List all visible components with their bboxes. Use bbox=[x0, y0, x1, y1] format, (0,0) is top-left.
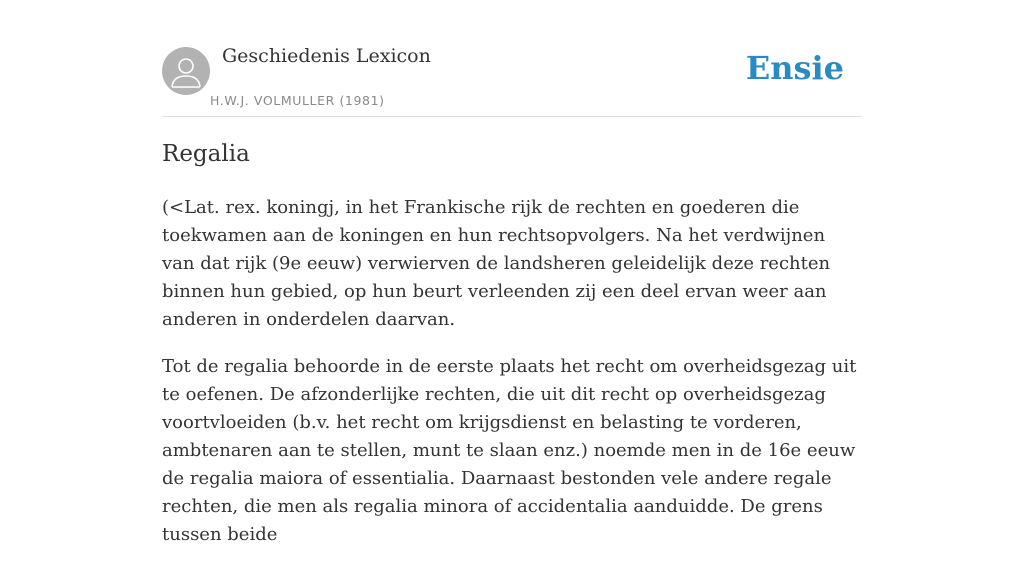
article-paragraph: (<Lat. rex. koningj, in het Frankische rijk de rechten en goederen die toekwamen aan de koningen en hun rechtsopvolgers. Na het verdwijnen van dat rijk (9e eeuw) verwierven de landsheren geleidelijk deze rechten binnen hun gebied, op hun beurt verleenden zij een deel ervan weer aan anderen in onderdelen daarvan. bbox=[162, 197, 831, 330]
author-credit[interactable]: H.W.J. VOLMULLER (1981) bbox=[210, 93, 385, 108]
author-avatar[interactable] bbox=[162, 47, 210, 95]
article-title: Regalia bbox=[162, 141, 250, 167]
brand-logo[interactable]: Ensie bbox=[745, 49, 844, 87]
article bbox=[162, 136, 862, 568]
user-placeholder-icon bbox=[162, 47, 210, 95]
lexicon-header bbox=[162, 40, 862, 117]
lexicon-title-link[interactable]: Geschiedenis Lexicon bbox=[222, 45, 431, 67]
article-paragraph: Tot de regalia behoorde in de eerste plaats het recht om overheidsgezag uit te oefenen. De afzonderlijke rechten, die uit dit recht op overheidsgezag voortvloeiden (b.v. het recht om krijgsdienst en belasting te vorderen, ambtenaren aan te stellen, munt te slaan enz.) noemde men in de 16e eeuw de regalia maiora of essentialia. Daarnaast bestonden vele andere regale rechten, die men als regalia minora of accidentalia aanduidde. De grens tussen beide bbox=[162, 356, 857, 545]
